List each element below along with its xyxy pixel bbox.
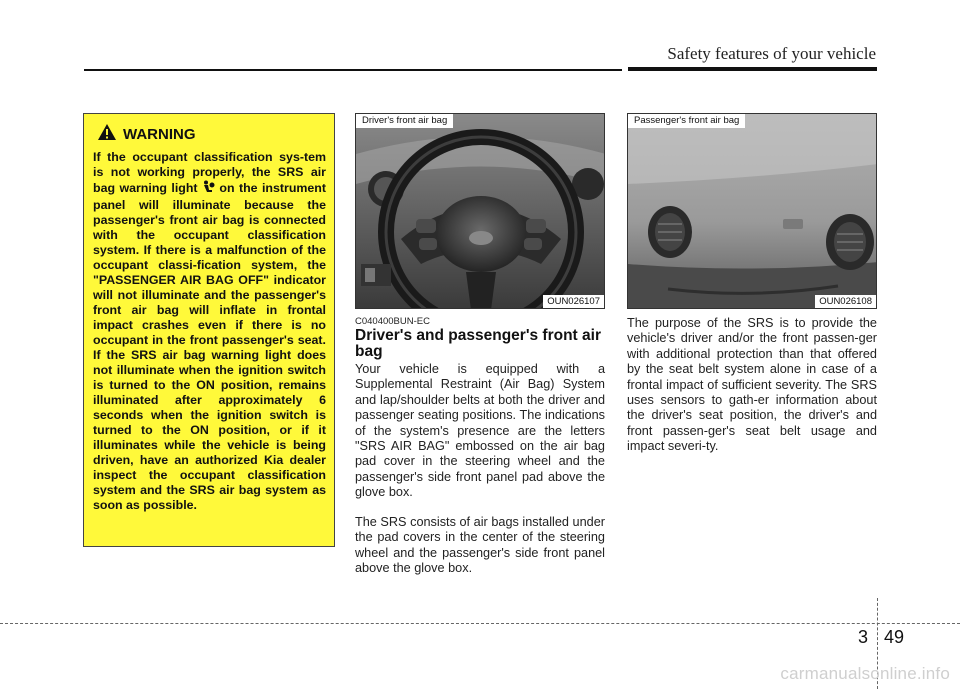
passenger-dashboard-illustration: [628, 114, 877, 309]
warning-text: [93, 150, 326, 513]
warning-title: WARNING: [123, 126, 196, 143]
page-header-title: Safety features of your vehicle: [667, 44, 876, 63]
footer-rule: [0, 623, 960, 624]
airbag-warning-light-icon: [202, 180, 215, 198]
header-rule-thick: [628, 67, 877, 71]
paragraph-3: The purpose of the SRS is to provide the vehicle's driver and/or the front passen-ger with additional protection than that offered by the seat belt system alone in case of a frontal impact of sufficient severity. The SRS uses sensors to gath-er information about the driver's seat position, the driver's and front passen-ger's seat belt usage and impact severi-ty.: [627, 316, 877, 454]
paragraph-2: The SRS consists of air bags installed under the pad covers in the center of the steering wheel and the passenger's side front panel above the glove box.: [355, 515, 605, 576]
section-heading: Driver's and passenger's front air bag: [355, 327, 601, 360]
driver-photo-caption: Driver's front air bag: [356, 114, 453, 128]
header-rule: [84, 69, 622, 71]
warning-triangle-icon: [97, 123, 117, 146]
watermark: carmanualsonline.info: [780, 664, 950, 683]
passenger-photo-caption: Passenger's front air bag: [628, 114, 745, 128]
driver-airbag-photo: [355, 113, 605, 309]
passenger-airbag-photo: [627, 113, 877, 309]
steering-wheel-illustration: [356, 114, 605, 309]
warning-box: [83, 113, 335, 547]
section-code: C040400BUN-EC: [355, 316, 430, 327]
warning-text-part2: on the instrument panel will illuminate because the passenger's front air bag is connected with the occupant classification system. If there is a malfunction of the occupant classi-fication system, the "PASSENGER AIR BAG OFF" indicator will not illuminate and the passenger's front air bag will inflate in frontal impact crashes even if there is no occupant in the front passenger's seat. If the SRS air bag warning light does not illuminate when the ignition switch is turned to the ON position, remains illuminated after approximately 6 seconds when the ignition switch is turned to the ON position, or if it illuminates while the vehicle is being driven, have an authorized Kia dealer inspect the occupant classification system and the SRS air bag system as soon as possible.: [93, 181, 327, 512]
passenger-photo-code: OUN026108: [815, 295, 876, 308]
warning-text-part1: If the occupant classification sys-tem is not working properly, the SRS air bag warning light: [93, 150, 326, 195]
page-number: 49: [884, 627, 905, 647]
paragraph-1: Your vehicle is equipped with a Supplemental Restraint (Air Bag) System and lap/shoulder belts at both the driver and passenger seating positions. The indications of the system's presence are the letters "SRS AIR BAG" embossed on the air bag pad cover in the steering wheel and the passenger's side front panel pad above the glove box.: [355, 362, 605, 500]
warning-header: [97, 123, 326, 146]
driver-photo-code: OUN026107: [543, 295, 604, 308]
chapter-number: 3: [858, 627, 869, 647]
